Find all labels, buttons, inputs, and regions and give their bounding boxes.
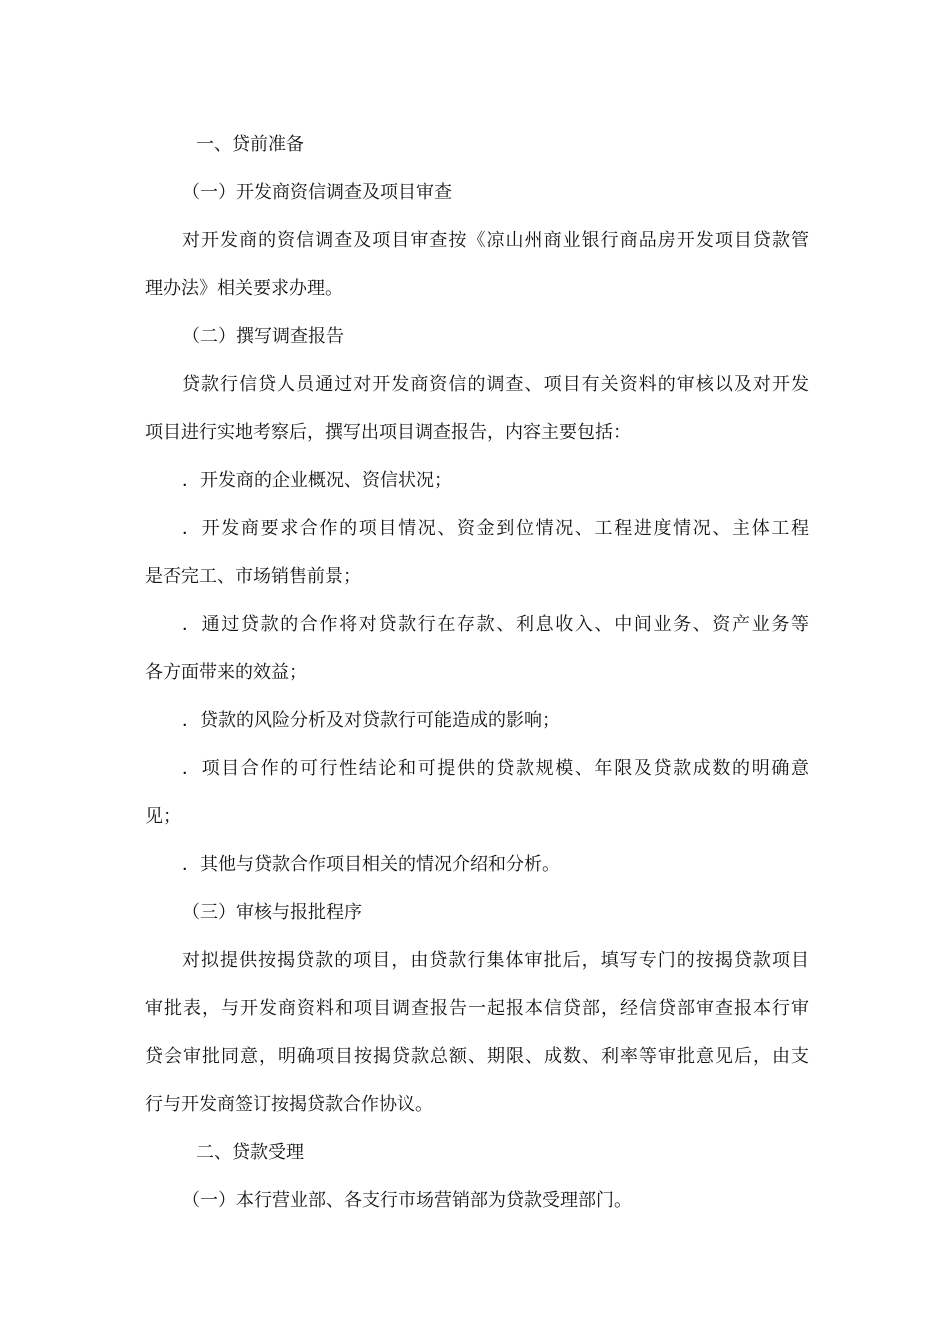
list-item: ．贷款的风险分析及对贷款行可能造成的影响； xyxy=(182,710,560,731)
paragraph-line: 贷会审批同意，明确项目按揭贷款总额、期限、成数、利率等审批意见后，由支 xyxy=(145,1046,809,1067)
paragraph-line: 项目进行实地考察后，撰写出项目调查报告，内容主要包括： xyxy=(145,422,631,443)
section-heading-loan-preparation: 一、贷前准备 xyxy=(196,134,304,155)
paragraph-line: 对开发商的资信调查及项目审查按《凉山州商业银行商品房开发项目贷款管 xyxy=(182,230,809,251)
list-item: ．开发商要求合作的项目情况、资金到位情况、工程进度情况、主体工程 xyxy=(182,518,809,539)
paragraph-line: 理办法》相关要求办理。 xyxy=(145,278,343,299)
paragraph-line: 审批表，与开发商资料和项目调查报告一起报本信贷部，经信贷部审查报本行审 xyxy=(145,998,809,1019)
section-heading-loan-acceptance: 二、贷款受理 xyxy=(196,1142,304,1163)
list-item-continuation: 见； xyxy=(145,806,181,827)
list-item-continuation: 各方面带来的效益； xyxy=(145,662,307,683)
paragraph-line: 对拟提供按揭贷款的项目，由贷款行集体审批后，填写专门的按揭贷款项目 xyxy=(182,950,809,971)
list-item: ．项目合作的可行性结论和可提供的贷款规模、年限及贷款成数的明确意 xyxy=(182,758,809,779)
paragraph-line: 行与开发商签订按揭贷款合作协议。 xyxy=(145,1094,433,1115)
list-item: ．通过贷款的合作将对贷款行在存款、利息收入、中间业务、资产业务等 xyxy=(182,614,809,635)
subsection-title-credit-investigation: （一）开发商资信调查及项目审查 xyxy=(182,182,452,203)
list-item: ．开发商的企业概况、资信状况； xyxy=(182,470,452,491)
subsection-title-acceptance-department: （一）本行营业部、各支行市场营销部为贷款受理部门。 xyxy=(182,1190,632,1211)
list-item-continuation: 是否完工、市场销售前景； xyxy=(145,566,361,587)
subsection-title-approval-procedure: （三）审核与报批程序 xyxy=(182,902,362,923)
paragraph-line: 贷款行信贷人员通过对开发商资信的调查、项目有关资料的审核以及对开发 xyxy=(182,374,809,395)
list-item: ．其他与贷款合作项目相关的情况介绍和分析。 xyxy=(182,854,560,875)
subsection-title-investigation-report: （二）撰写调查报告 xyxy=(182,326,344,347)
